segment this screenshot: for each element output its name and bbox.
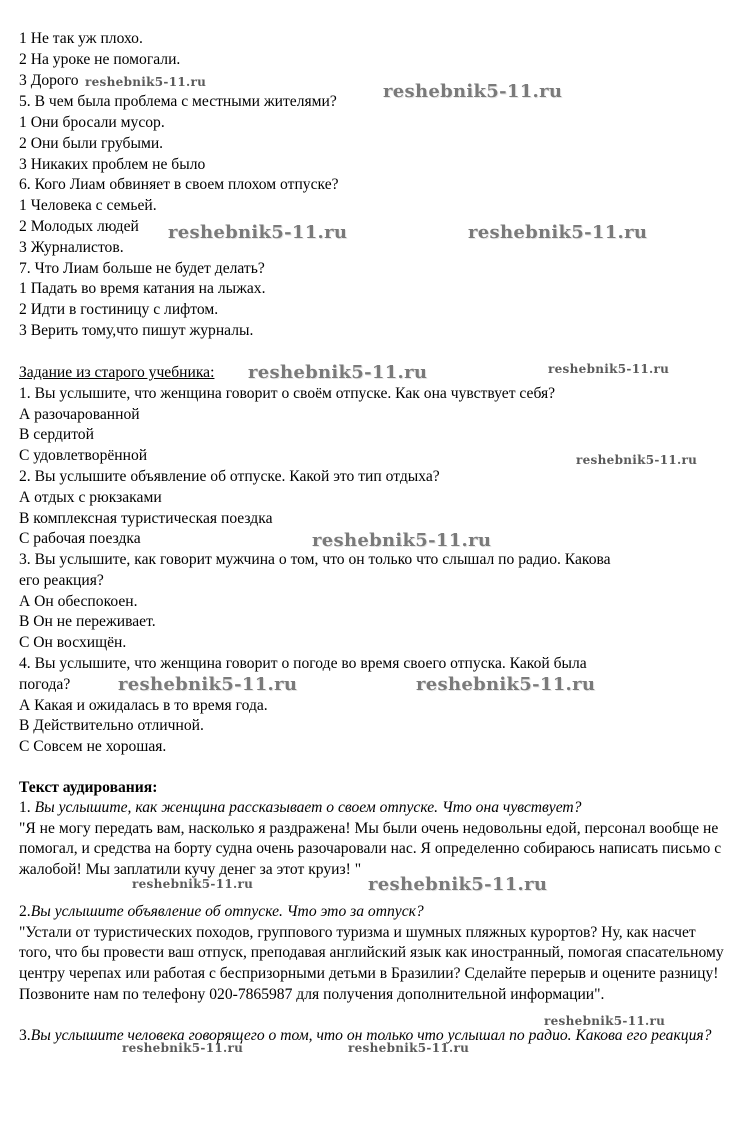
- watermark: reshebnik5-11.ru: [122, 1041, 244, 1055]
- watermark: reshebnik5-11.ru: [132, 877, 254, 891]
- listening-transcript: "Я не могу передать вам, насколько я раздражена! Мы были очень недовольны едой, персонал вообще не помогал, и средства на борту судна очень разочаровали нас. Я определенно собираюсь написать письмо с жалобой! Мы заплатили кучу денег за этот круиз! ": [19, 819, 722, 879]
- item-number: 1.: [19, 799, 35, 816]
- question-line: 2. Вы услышите объявление об отпуске. Какой это тип отдыха?: [19, 468, 440, 485]
- answer-option: С удовлетворённой: [19, 447, 148, 464]
- question-line: погода?: [19, 676, 71, 693]
- text-line: 1 Не так уж плохо.: [19, 30, 143, 47]
- answer-option: С рабочая поездка: [19, 530, 141, 547]
- listening-transcript: "Устали от туристических походов, группового туризма и шумных пляжных курортов? Ну, как насчет того, что бы провести ваш отпуск, преподавая английский язык как иностранный, помогая спасательному центру черепах или работая с беспризорными детьми в Бразилии? Сделайте перерыв и оцените разницу! Позвоните нам по телефону 020-7865987 для получения дополнительной информации".: [19, 923, 724, 1003]
- listening-question: Вы услышите человека говорящего о том, что он только что услышал по радио. Какова его реакция?: [30, 1027, 712, 1044]
- watermark: reshebnik5-11.ru: [312, 530, 492, 551]
- listening-question: Вы услышите, как женщина рассказывает о своем отпуске. Что она чувствует?: [34, 799, 582, 816]
- watermark: reshebnik5-11.ru: [168, 222, 348, 243]
- text-line: 2 Молодых людей: [19, 218, 139, 235]
- listening-item-2: [19, 902, 724, 1006]
- text-line: 2 Идти в гостиницу с лифтом.: [19, 301, 219, 318]
- watermark: reshebnik5-11.ru: [368, 874, 548, 895]
- listening-item-1: [19, 798, 724, 881]
- item-number: 3.: [19, 1027, 31, 1044]
- answer-option: С Совсем не хорошая.: [19, 738, 167, 755]
- watermark: reshebnik5-11.ru: [118, 674, 298, 695]
- answer-option: С Он восхищён.: [19, 634, 127, 651]
- answer-option: В Он не переживает.: [19, 613, 156, 630]
- text-line: 2 Они были грубыми.: [19, 135, 164, 152]
- section-heading-listening: Текст аудирования:: [19, 779, 158, 796]
- answer-option: А Какая и ожидалась в то время года.: [19, 697, 268, 714]
- question-line: 3. Вы услышите, как говорит мужчина о том, что он только что слышал по радио. Какова: [19, 551, 611, 568]
- text-line: 3 Дорого: [19, 72, 79, 89]
- text-line: 2 На уроке не помогали.: [19, 51, 181, 68]
- section-heading-old-task: Задание из старого учебника:: [19, 364, 215, 381]
- watermark: reshebnik5-11.ru: [544, 1014, 666, 1028]
- watermark: reshebnik5-11.ru: [576, 453, 698, 467]
- answer-option: А Он обеспокоен.: [19, 593, 138, 610]
- watermark: reshebnik5-11.ru: [416, 674, 596, 695]
- watermark: reshebnik5-11.ru: [548, 362, 670, 376]
- text-line: 3 Верить тому,что пишут журналы.: [19, 322, 254, 339]
- watermark: reshebnik5-11.ru: [85, 75, 207, 89]
- answer-option: А отдых с рюкзаками: [19, 489, 162, 506]
- watermark: reshebnik5-11.ru: [348, 1041, 470, 1055]
- answer-option: В комплексная туристическая поездка: [19, 510, 273, 527]
- watermark: reshebnik5-11.ru: [468, 222, 648, 243]
- question-line: его реакция?: [19, 572, 104, 589]
- watermark: reshebnik5-11.ru: [383, 81, 563, 102]
- text-line: 3 Журналистов.: [19, 239, 124, 256]
- question-line: 1. Вы услышите, что женщина говорит о своём отпуске. Как она чувствует себя?: [19, 385, 556, 402]
- text-line: 6. Кого Лиам обвиняет в своем плохом отпуске?: [19, 176, 339, 193]
- answer-option: А разочарованной: [19, 406, 140, 423]
- text-line: 1 Они бросали мусор.: [19, 114, 165, 131]
- text-line: 1 Падать во время катания на лыжах.: [19, 280, 266, 297]
- text-line: 7. Что Лиам больше не будет делать?: [19, 260, 265, 277]
- text-line: 1 Человека с семьей.: [19, 197, 157, 214]
- text-line: 5. В чем была проблема с местными жителями?: [19, 93, 337, 110]
- text-line: 3 Никаких проблем не было: [19, 156, 206, 173]
- item-number: 2.: [19, 903, 31, 920]
- watermark: reshebnik5-11.ru: [248, 362, 428, 383]
- question-line: 4. Вы услышите, что женщина говорит о погоде во время своего отпуска. Какой была: [19, 655, 587, 672]
- listening-question: Вы услышите объявление об отпуске. Что это за отпуск?: [30, 903, 424, 920]
- answer-option: В Действительно отличной.: [19, 717, 204, 734]
- answer-option: В сердитой: [19, 426, 94, 443]
